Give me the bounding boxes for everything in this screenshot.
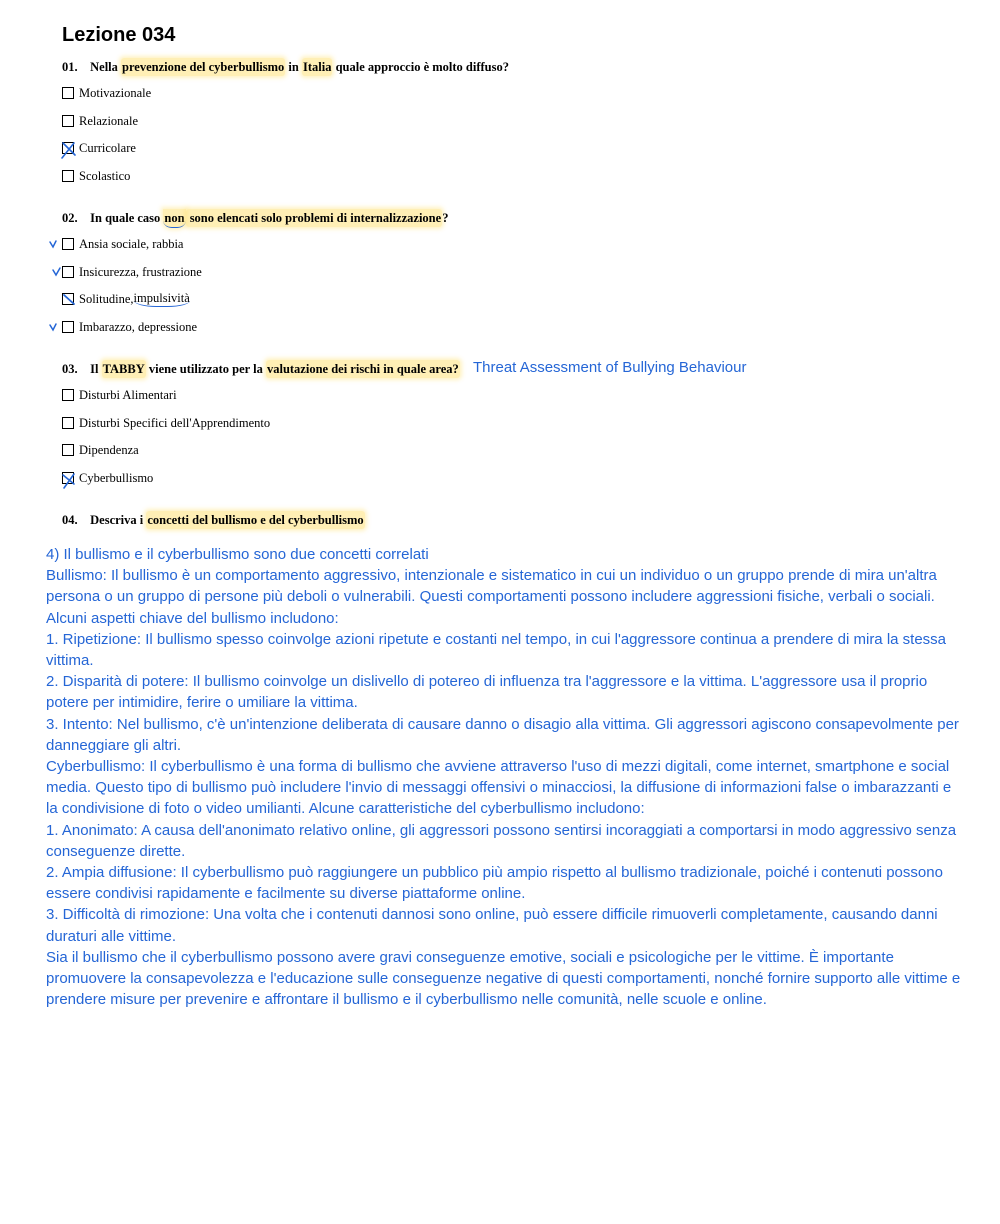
answer-line: 3. Difficoltà di rimozione: Una volta che i contenuti dannosi sono online, può essere difficile rimuoverli completamente, causando danni duraturi alle vittime. (46, 906, 938, 945)
option-label: Curricolare (79, 140, 136, 155)
option-label: Scolastico (79, 168, 131, 183)
option-row[interactable] (62, 387, 177, 403)
answer-line: Sia il bullismo che il cyberbullismo possono avere gravi conseguenze emotive, sociali e psicologiche per le vittime. È importante promuovere la consapevolezza e l'educazione sulle conseguenze negative di questi comportamenti, nonché fornire supporto alle vittime e prendere misure per prevenire e affrontare il bullismo e il cyberbullismo nelle comunità, nelle scuole e online. (46, 948, 961, 1009)
answer-line: Bullismo: Il bullismo è un comportamento aggressivo, intenzionale e sistematico in cui un individuo o un gruppo prende di mira un'altra persona o un gruppo di persone più deboli o vulnerabili. Questi comportamenti possono includere aggressioni fisiche, verbali o sociali. Alcuni aspetti chiave del bullismo includono: (46, 567, 937, 627)
question-text: ? (442, 211, 449, 225)
option-label: Insicurezza, frustrazione (79, 264, 202, 279)
option-checkbox[interactable] (62, 87, 74, 99)
highlighted-text: TABBY (102, 362, 145, 376)
option-label: Disturbi Alimentari (79, 387, 177, 402)
question-text: Descriva i (90, 513, 147, 527)
question-01 (62, 60, 509, 75)
option-row-checked[interactable] (62, 470, 153, 486)
option-label: Cyberbullismo (79, 470, 154, 485)
answer-line: 2. Ampia diffusione: Il cyberbullismo può raggiungere un pubblico più ampio rispetto al bullismo tradizionale, poiché i contenuti possono essere condivisi rapidamente e facilmente su diverse piattaforme online. (46, 864, 943, 903)
option-label: Disturbi Specifici dell'Apprendimento (79, 415, 271, 430)
answer-text (46, 544, 966, 1010)
answer-line: 4) Il bullismo e il cyberbullismo sono due concetti correlati (46, 546, 429, 563)
option-label: Imbarazzo, depressione (79, 319, 197, 334)
answer-line: 1. Ripetizione: Il bullismo spesso coinvolge azioni ripetute e costanti nel tempo, in cui l'aggressore continua a prendere di mira la stessa vittima. (46, 630, 947, 670)
question-text: Il (90, 362, 102, 376)
question-04 (62, 513, 365, 528)
question-text: in (285, 60, 302, 74)
question-number: 01. (62, 60, 78, 74)
option-checkbox[interactable] (62, 170, 74, 182)
option-checkbox-checked[interactable] (62, 472, 74, 484)
answer-line: Cyberbullismo: Il cyberbullismo è una forma di bullismo che avviene attraverso l'uso di mezzi digitali, come internet, smartphone e social media. Questo tipo di bullismo può includere l'invio di messaggi offensivi o minacciosi, la diffusione di informazioni false o imbarazzanti e la condivisione di foto o video umilianti. Alcune caratteristiche del cyberbullismo includono: (46, 758, 952, 818)
answer-line: 3. Intento: Nel bullismo, c'è un'intenzione deliberata di causare danno o disagio alla vittima. Gli aggressori agiscono consapevolmente per danneggiare gli altri. (46, 715, 959, 754)
question-number: 02. (62, 211, 78, 225)
answer-line: 2. Disparità di potere: Il bullismo coinvolge un dislivello di potereo di influenza tra l'aggressore e la vittima. L'aggressore usa il proprio potere per intimidire, ferire o umiliare la vittima. (46, 673, 928, 712)
option-label: Dipendenza (79, 442, 139, 457)
option-label: Solitudine, (79, 291, 134, 306)
question-text: In quale caso (90, 211, 164, 225)
question-number: 03. (62, 362, 78, 376)
option-checkbox-checked[interactable] (62, 293, 74, 305)
option-row[interactable] (62, 415, 270, 431)
option-row-checked[interactable] (62, 140, 136, 156)
lesson-title: Lezione 034 (62, 24, 176, 46)
option-checkbox[interactable] (62, 321, 74, 333)
option-checkbox[interactable] (62, 444, 74, 456)
underlined-text: impulsività (133, 291, 190, 305)
highlighted-text: sono elencati solo problemi di internalizzazione (186, 211, 442, 225)
option-row[interactable] (62, 168, 130, 184)
option-row[interactable] (62, 442, 139, 458)
option-checkbox-checked[interactable] (62, 142, 74, 154)
highlighted-text: non (163, 209, 185, 228)
option-label: Motivazionale (79, 85, 152, 100)
option-checkbox[interactable] (62, 238, 74, 250)
cross-mark-icon (59, 139, 81, 161)
question-text: viene utilizzato per la (145, 362, 266, 376)
answer-line: 1. Anonimato: A causa dell'anonimato relativo online, gli aggressori possono sentirsi incoraggiati a comportarsi in modo aggressivo senza conseguenze dirette. (46, 821, 957, 860)
handwritten-annotation: Threat Assessment of Bullying Behaviour (473, 359, 747, 376)
slash-mark-icon (59, 290, 81, 312)
question-text: quale approccio è molto diffuso? (332, 60, 509, 74)
highlighted-text: valutazione dei rischi in quale area? (266, 362, 459, 376)
option-checkbox[interactable] (62, 115, 74, 127)
check-mark-icon (49, 239, 59, 249)
highlighted-text: prevenzione del cyberbullismo (122, 60, 285, 74)
option-row[interactable] (62, 113, 138, 129)
option-label: Ansia sociale, rabbia (79, 236, 184, 251)
question-number: 04. (62, 513, 78, 527)
option-checkbox[interactable] (62, 417, 74, 429)
option-row[interactable] (62, 264, 202, 280)
option-row[interactable] (62, 319, 197, 335)
option-checkbox[interactable] (62, 266, 74, 278)
option-label: Relazionale (79, 113, 138, 128)
question-02 (62, 211, 448, 226)
highlighted-text: Italia (302, 60, 332, 74)
option-checkbox[interactable] (62, 389, 74, 401)
question-text: Nella (90, 60, 122, 74)
cross-mark-icon (59, 469, 81, 491)
highlighted-text: concetti del bullismo e del cyberbullismo (147, 513, 364, 527)
question-03 (62, 362, 460, 377)
option-row[interactable] (62, 85, 151, 101)
check-mark-icon (49, 322, 59, 332)
option-row-checked[interactable] (62, 291, 190, 307)
option-row[interactable] (62, 236, 183, 252)
check-mark-icon (52, 267, 62, 277)
